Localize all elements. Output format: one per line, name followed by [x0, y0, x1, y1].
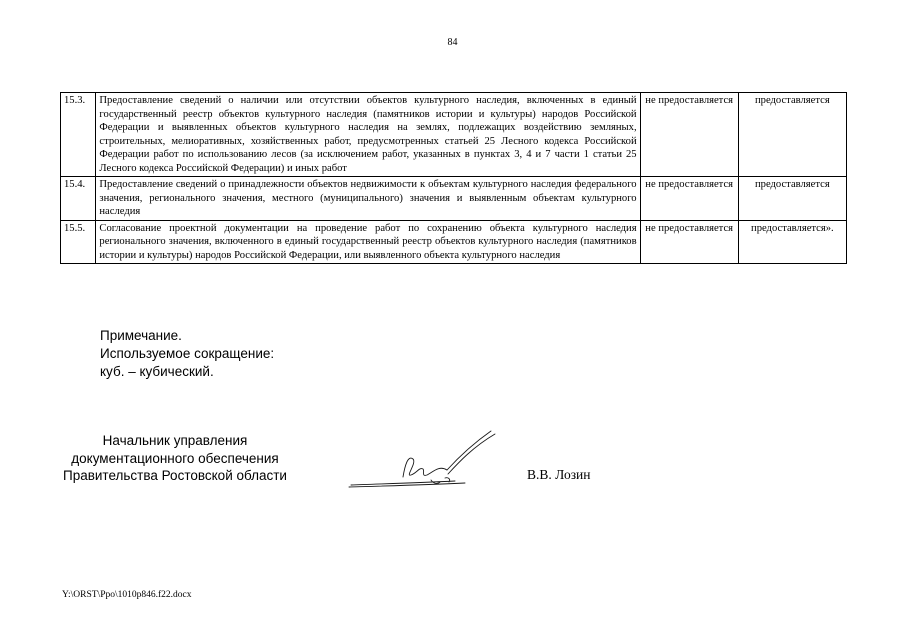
row-value-a: не предоставляется: [640, 220, 738, 264]
row-number: 15.5.: [61, 220, 96, 264]
row-number: 15.4.: [61, 177, 96, 221]
page-number: 84: [447, 37, 458, 48]
table-row: [61, 93, 847, 177]
signer-position-line: Правительства Ростовской области: [63, 468, 287, 483]
table-row: [61, 220, 847, 264]
signer-position: [55, 432, 295, 485]
services-table: [60, 92, 847, 264]
note-subtitle: Используемое сокращение:: [100, 346, 275, 361]
row-value-b: предоставляется: [738, 93, 846, 177]
row-number: 15.3.: [61, 93, 96, 177]
note-title: Примечание.: [100, 328, 182, 343]
note-block: [100, 327, 274, 381]
row-description: Согласование проектной документации на проведение работ по сохранению объекта культурного наследия регионального значения, включенного в единый государственный реестр объектов культурного наследия (памятников истории и культуры) народов Российской Федерации, или выявленного объекта культурного наследия: [96, 220, 640, 264]
note-abbreviation: куб. – кубический.: [100, 364, 214, 379]
row-value-a: не предоставляется: [640, 93, 738, 177]
row-value-a: не предоставляется: [640, 177, 738, 221]
row-value-b: предоставляется: [738, 177, 846, 221]
row-value-b: предоставляется».: [738, 220, 846, 264]
table-row: [61, 177, 847, 221]
signer-position-line: Начальник управления: [102, 433, 248, 448]
handwritten-signature: [345, 425, 505, 495]
signer-position-line: документационного обеспечения: [71, 450, 279, 466]
signer-name: В.В. Лозин: [527, 467, 591, 482]
row-description: Предоставление сведений о наличии или отсутствии объектов культурного наследия, включенных в единый государственный реестр объектов культурного наследия (памятников истории и культуры) народов Российской Федерации и выявленных объектов культурного наследия на землях, подлежащих воздействию земляных, строительных, мелиоративных, хозяйственных работ, предусмотренных статьей 25 Лесного кодекса Российской Федерации работ по использованию лесов (за исключением работ, указанных в пунктах 3, 4 и 7 части 1 статьи 25 Лесного кодекса Российской Федерации) и иных работ: [96, 93, 640, 177]
row-description: Предоставление сведений о принадлежности объектов недвижимости к объектам культурного наследия федерального значения, регионального значения, местного (муниципального) значения и выявленным объектам культурного наследия: [96, 177, 640, 221]
file-path: Y:\ORST\Ppo\1010p846.f22.docx: [62, 590, 192, 600]
